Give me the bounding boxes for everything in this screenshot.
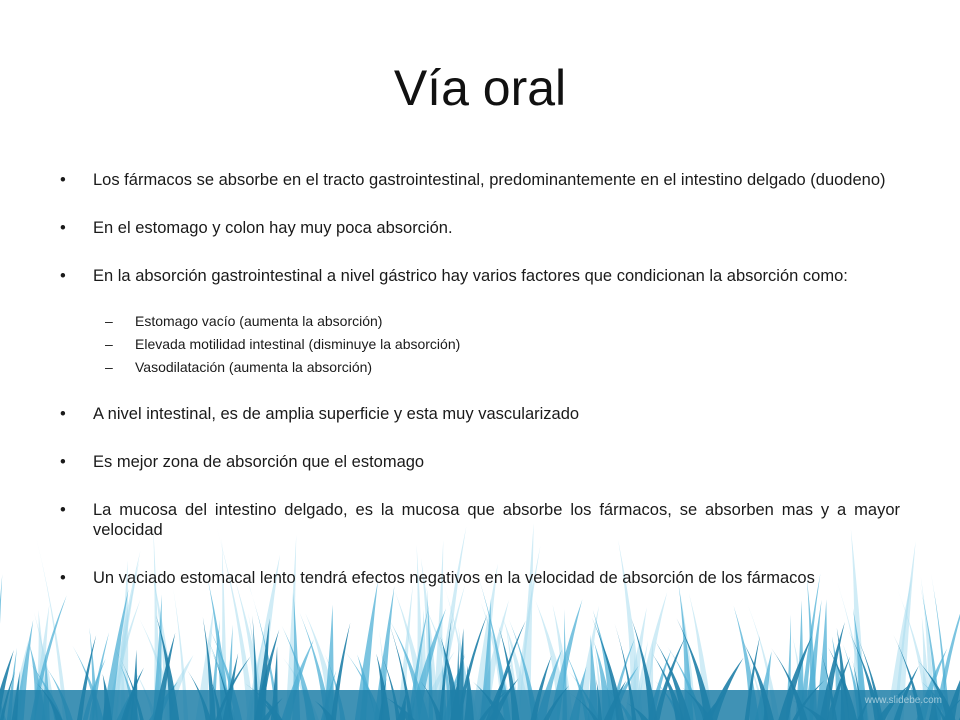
- slide-title: Vía oral: [393, 60, 567, 116]
- bullet-marker: •: [60, 267, 66, 285]
- sub-bullet-text: Elevada motilidad intestinal (disminuye la absorción): [135, 336, 461, 352]
- bullet-text: En el estomago y colon hay muy poca absorción.: [93, 219, 453, 237]
- slide-content: [60, 170, 900, 588]
- sub-bullet-marker: –: [105, 359, 113, 375]
- bullet-item: [60, 218, 900, 238]
- bullet-marker: •: [60, 501, 66, 519]
- sub-bullet-marker: –: [105, 313, 113, 329]
- bullet-item: [60, 568, 900, 588]
- bullet-item: [60, 170, 900, 190]
- bullet-text: Un vaciado estomacal lento tendrá efectos negativos en la velocidad de absorción de los fármacos: [93, 569, 815, 587]
- watermark: www.slidebe.com: [864, 695, 942, 706]
- bullet-marker: •: [60, 219, 66, 237]
- bullet-item: [60, 452, 900, 472]
- sub-bullet-text: Estomago vacío (aumenta la absorción): [135, 313, 383, 329]
- bullet-text: Los fármacos se absorbe en el tracto gastrointestinal, predominantemente en el intestino delgado (duodeno): [93, 171, 886, 189]
- sub-bullet-item: [60, 358, 900, 376]
- sub-bullet-item: [60, 312, 900, 330]
- bullet-marker: •: [60, 405, 66, 423]
- bullet-text: Es mejor zona de absorción que el estomago: [93, 453, 425, 471]
- sub-bullet-marker: –: [105, 336, 113, 352]
- sub-bullet-text: Vasodilatación (aumenta la absorción): [135, 359, 373, 375]
- bullet-marker: •: [60, 453, 66, 471]
- sub-bullet-item: [60, 335, 900, 353]
- bullet-text: En la absorción gastrointestinal a nivel gástrico hay varios factores que condicionan la absorción como:: [93, 267, 848, 285]
- bullet-marker: •: [60, 171, 66, 189]
- bullet-item: [60, 404, 900, 424]
- bullet-text: A nivel intestinal, es de amplia superficie y esta muy vascularizado: [93, 405, 580, 423]
- bullet-item: [60, 500, 900, 540]
- bullet-item: [60, 266, 900, 286]
- bullet-text: La mucosa del intestino delgado, es la mucosa que absorbe los fármacos, se absorben mas y a mayor velocidad: [93, 501, 900, 539]
- bullet-marker: •: [60, 569, 66, 587]
- ground-band: [0, 690, 960, 720]
